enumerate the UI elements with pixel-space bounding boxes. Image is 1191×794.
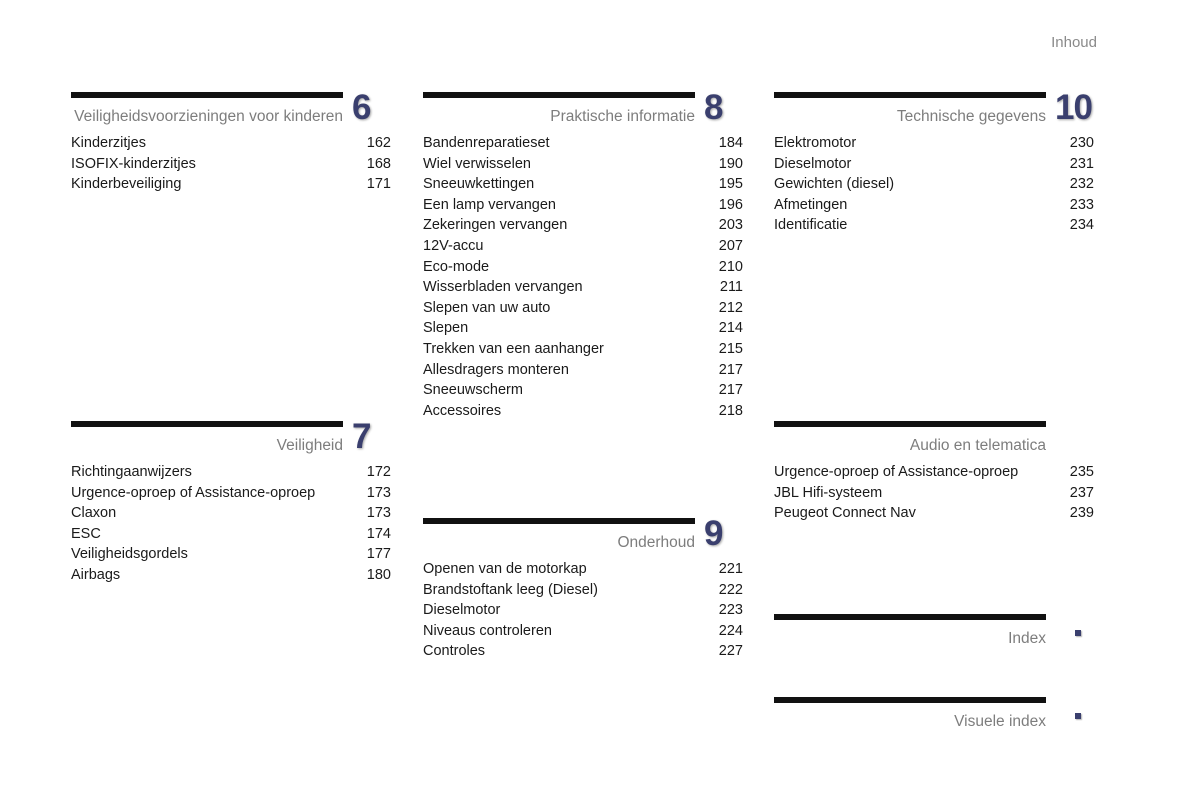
toc-entry-label[interactable]: Kinderzitjes	[71, 135, 146, 151]
toc-entry-page[interactable]: 212	[718, 299, 743, 316]
toc-entry-label[interactable]: Richtingaanwijzers	[71, 464, 192, 480]
section-title: Veiligheid	[276, 437, 343, 454]
toc-entry-page[interactable]: 203	[718, 217, 743, 234]
page-header-title: Inhoud	[1051, 34, 1097, 51]
toc-entry-label[interactable]: Identificatie	[774, 217, 848, 234]
toc-entry[interactable]	[423, 215, 743, 236]
toc-entry-page[interactable]: 223	[718, 602, 743, 619]
toc-entry-label[interactable]: Dieselmotor	[774, 155, 852, 172]
chapter-dot-icon	[1075, 630, 1081, 636]
toc-entry-label[interactable]: Slepen	[423, 320, 469, 337]
section-list	[71, 461, 391, 586]
toc-entry[interactable]	[423, 257, 743, 278]
toc-entry-label[interactable]: Slepen van uw auto	[423, 299, 551, 316]
toc-entry-page[interactable]: 177	[366, 546, 391, 563]
toc-entry-page[interactable]: 196	[718, 196, 743, 213]
toc-entry[interactable]	[71, 544, 391, 565]
toc-entry-page[interactable]: 235	[1069, 464, 1094, 480]
toc-entry-page[interactable]: 190	[718, 155, 743, 172]
toc-entry[interactable]	[423, 621, 743, 642]
toc-entry-page[interactable]: 217	[718, 382, 743, 399]
toc-entry-label[interactable]: Bandenreparatieset	[423, 135, 550, 151]
toc-entry-page[interactable]: 207	[718, 237, 743, 254]
toc-entry[interactable]	[423, 174, 743, 195]
toc-entry-page[interactable]: 224	[718, 622, 743, 639]
toc-entry[interactable]	[423, 318, 743, 339]
toc-entry-label[interactable]: Peugeot Connect Nav	[774, 505, 916, 522]
section-visuele-index[interactable]	[774, 697, 1046, 737]
section-title: Technische gegevens	[896, 108, 1046, 125]
toc-entry-label[interactable]: Trekken van een aanhanger	[423, 340, 604, 357]
toc-entry[interactable]	[71, 174, 391, 195]
toc-entry[interactable]	[423, 133, 743, 154]
toc-entry-page[interactable]: 234	[1069, 217, 1094, 234]
toc-entry-page[interactable]: 215	[718, 340, 743, 357]
chapter-dot-icon	[1075, 713, 1081, 719]
section-list	[423, 132, 743, 421]
section-audio	[774, 421, 1094, 524]
toc-entry-page[interactable]: 221	[718, 561, 743, 577]
toc-entry[interactable]	[774, 483, 1094, 504]
chapter-number: 6	[352, 88, 371, 127]
toc-entry-page[interactable]: 171	[366, 176, 391, 193]
toc-entry-label[interactable]: ISOFIX-kinderzitjes	[71, 155, 196, 172]
section-index[interactable]	[774, 614, 1046, 654]
toc-entry[interactable]	[774, 462, 1094, 483]
toc-entry-label[interactable]: Allesdragers monteren	[423, 361, 569, 378]
section-praktisch	[423, 88, 743, 421]
toc-entry-page[interactable]: 172	[366, 464, 391, 480]
toc-entry-page[interactable]: 233	[1069, 196, 1094, 213]
chapter-number: 9	[704, 514, 723, 553]
toc-entry[interactable]	[774, 503, 1094, 524]
section-technisch	[774, 88, 1094, 236]
chapter-number: 7	[352, 417, 371, 456]
toc-entry-label[interactable]: Airbags	[71, 566, 121, 583]
toc-entry[interactable]	[71, 483, 391, 504]
toc-entry[interactable]	[423, 339, 743, 360]
toc-entry-page[interactable]: 237	[1069, 484, 1094, 501]
toc-entry-page[interactable]: 173	[366, 505, 391, 522]
toc-entry-label[interactable]: Kinderbeveiliging	[71, 176, 182, 193]
toc-entry-page[interactable]: 214	[718, 320, 743, 337]
toc-entry[interactable]	[423, 277, 743, 298]
section-title[interactable]: Index	[1008, 630, 1046, 647]
toc-entry[interactable]	[71, 154, 391, 175]
toc-entry-label[interactable]: Accessoires	[423, 402, 502, 419]
toc-entry-page[interactable]: 180	[366, 566, 391, 583]
section-title: Audio en telematica	[909, 437, 1046, 454]
toc-entry-label[interactable]: Eco-mode	[423, 258, 490, 275]
toc-entry-page[interactable]: 162	[366, 135, 391, 151]
toc-entry[interactable]	[423, 401, 743, 422]
toc-entry-page[interactable]: 218	[718, 402, 743, 419]
toc-entry-label[interactable]: Een lamp vervangen	[423, 196, 556, 213]
toc-entry-label[interactable]: Afmetingen	[774, 196, 848, 213]
toc-entry[interactable]	[774, 215, 1094, 236]
section-veiligheid	[71, 417, 391, 586]
toc-entry-label[interactable]: Elektromotor	[774, 135, 857, 151]
toc-entry[interactable]	[774, 154, 1094, 175]
toc-entry[interactable]	[423, 298, 743, 319]
toc-entry-label[interactable]: JBL Hifi-systeem	[774, 484, 883, 501]
toc-entry[interactable]	[774, 195, 1094, 216]
toc-entry-label[interactable]: Urgence-oproep of Assistance-oproep	[71, 484, 316, 501]
section-list	[774, 461, 1094, 524]
section-title[interactable]: Visuele index	[954, 713, 1046, 730]
toc-entry[interactable]	[423, 154, 743, 175]
toc-entry-label[interactable]: Urgence-oproep of Assistance-oproep	[774, 464, 1019, 480]
toc-entry-label[interactable]: Sneeuwkettingen	[423, 176, 535, 193]
toc-entry[interactable]	[423, 195, 743, 216]
toc-entry-page[interactable]: 168	[366, 155, 391, 172]
toc-entry[interactable]	[71, 565, 391, 586]
toc-entry-label[interactable]: Zekeringen vervangen	[423, 217, 568, 234]
toc-entry[interactable]	[423, 641, 743, 662]
toc-entry[interactable]	[71, 503, 391, 524]
toc-entry[interactable]	[423, 600, 743, 621]
toc-entry[interactable]	[423, 559, 743, 580]
toc-entry[interactable]	[71, 524, 391, 545]
section-title: Onderhoud	[617, 534, 695, 551]
section-title: Praktische informatie	[550, 108, 695, 125]
toc-entry-label[interactable]: Wiel verwisselen	[423, 155, 531, 172]
toc-entry-label[interactable]: Niveaus controleren	[423, 622, 552, 639]
toc-entry-page[interactable]: 210	[718, 258, 743, 275]
toc-entry-label[interactable]: Openen van de motorkap	[423, 561, 587, 577]
chapter-number: 10	[1055, 88, 1092, 127]
toc-entry-label[interactable]: Sneeuwscherm	[423, 382, 523, 399]
toc-entry-page[interactable]: 227	[718, 643, 743, 660]
toc-entry-label[interactable]: Claxon	[71, 505, 117, 522]
toc-entry[interactable]	[423, 380, 743, 401]
toc-entry[interactable]	[423, 236, 743, 257]
toc-entry-label[interactable]: ESC	[71, 525, 101, 542]
toc-entry-page[interactable]: 195	[718, 176, 743, 193]
section-list	[71, 132, 391, 195]
section-kinderen	[71, 88, 391, 195]
toc-entry-page[interactable]: 211	[719, 279, 743, 296]
section-title: Veiligheidsvoorzieningen voor kinderen	[74, 108, 343, 125]
toc-entry-page[interactable]: 230	[1069, 135, 1094, 151]
toc-entry-label[interactable]: Brandstoftank leeg (Diesel)	[423, 581, 598, 598]
toc-entry-page[interactable]: 239	[1069, 505, 1094, 522]
toc-entry-page[interactable]: 173	[366, 484, 391, 501]
toc-entry-page[interactable]: 232	[1069, 176, 1094, 193]
toc-entry-label[interactable]: 12V-accu	[423, 237, 484, 254]
section-onderhoud	[423, 514, 743, 662]
section-list	[774, 132, 1094, 236]
toc-entry[interactable]	[774, 174, 1094, 195]
toc-entry[interactable]	[423, 360, 743, 381]
toc-entry-label[interactable]: Wisserbladen vervangen	[423, 279, 583, 296]
toc-entry-label[interactable]: Controles	[423, 643, 486, 660]
toc-entry[interactable]	[423, 580, 743, 601]
toc-entry-page[interactable]: 222	[718, 581, 743, 598]
toc-entry[interactable]	[71, 462, 391, 483]
toc-entry-page[interactable]: 217	[718, 361, 743, 378]
toc-entry-page[interactable]: 184	[718, 135, 743, 151]
chapter-number: 8	[704, 88, 723, 127]
toc-entry[interactable]	[71, 133, 391, 154]
section-list	[423, 558, 743, 662]
toc-entry-label[interactable]: Dieselmotor	[423, 602, 501, 619]
toc-entry-page[interactable]: 174	[366, 525, 391, 542]
toc-entry-page[interactable]: 231	[1069, 155, 1094, 172]
toc-entry-label[interactable]: Veiligheidsgordels	[71, 546, 188, 563]
toc-entry[interactable]	[774, 133, 1094, 154]
toc-entry-label[interactable]: Gewichten (diesel)	[774, 176, 895, 193]
